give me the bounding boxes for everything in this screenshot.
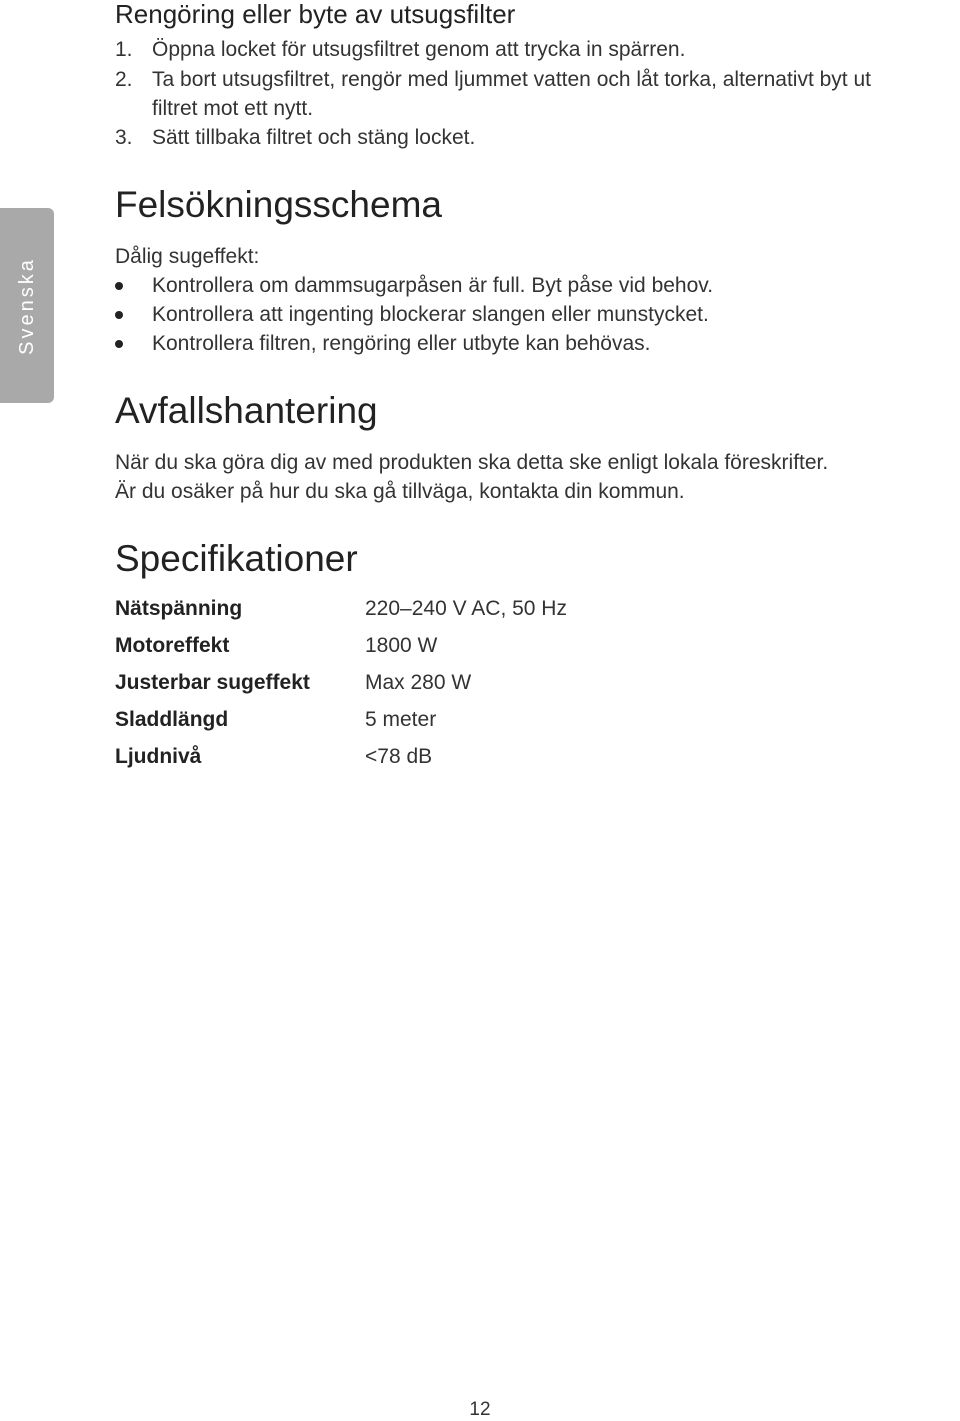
step-number: 3. [115,126,133,149]
bullet-icon [115,340,123,348]
troubleshooting-intro: Dålig sugeffekt: [115,245,260,268]
spec-value: 1800 W [365,634,438,657]
disposal-title: Avfallshantering [115,390,378,431]
step-number: 2. [115,68,133,91]
bullet-text: Kontrollera om dammsugarpåsen är full. Byt påse vid behov. [152,274,714,297]
bullet-text: Kontrollera filtren, rengöring eller utbyte kan behövas. [152,332,651,355]
disposal-text-line: Är du osäker på hur du ska gå tillväga, kontakta din kommun. [115,480,685,503]
specifications-title: Specifikationer [115,538,358,579]
step-text: Öppna locket för utsugsfiltret genom att trycka in spärren. [152,38,686,61]
filter-section-title: Rengöring eller byte av utsugsfilter [115,0,516,29]
page-number: 12 [469,1399,491,1420]
spec-value: 5 meter [365,708,437,731]
language-tab-label: Svenska [16,256,38,355]
spec-value: <78 dB [365,745,433,768]
language-side-tab [0,208,54,403]
step-text: filtret mot ett nytt. [152,97,314,120]
step-text: Sätt tillbaka filtret och stäng locket. [152,126,476,149]
bullet-text: Kontrollera att ingenting blockerar slangen eller munstycket. [152,303,709,326]
spec-label: Justerbar sugeffekt [115,671,310,694]
spec-value: Max 280 W [365,671,472,694]
step-text: Ta bort utsugsfiltret, rengör med ljummet vatten och låt torka, alternativt byt ut [152,68,871,91]
step-number: 1. [115,38,133,61]
spec-value: 220–240 V AC, 50 Hz [365,597,567,620]
spec-label: Motoreffekt [115,634,230,657]
disposal-text-line: När du ska göra dig av med produkten ska detta ske enligt lokala föreskrifter. [115,451,829,474]
troubleshooting-title: Felsökningsschema [115,184,442,225]
spec-label: Sladdlängd [115,708,229,731]
bullet-icon [115,311,123,319]
bullet-icon [115,282,123,290]
spec-label: Nätspänning [115,597,243,620]
spec-label: Ljudnivå [115,745,202,768]
